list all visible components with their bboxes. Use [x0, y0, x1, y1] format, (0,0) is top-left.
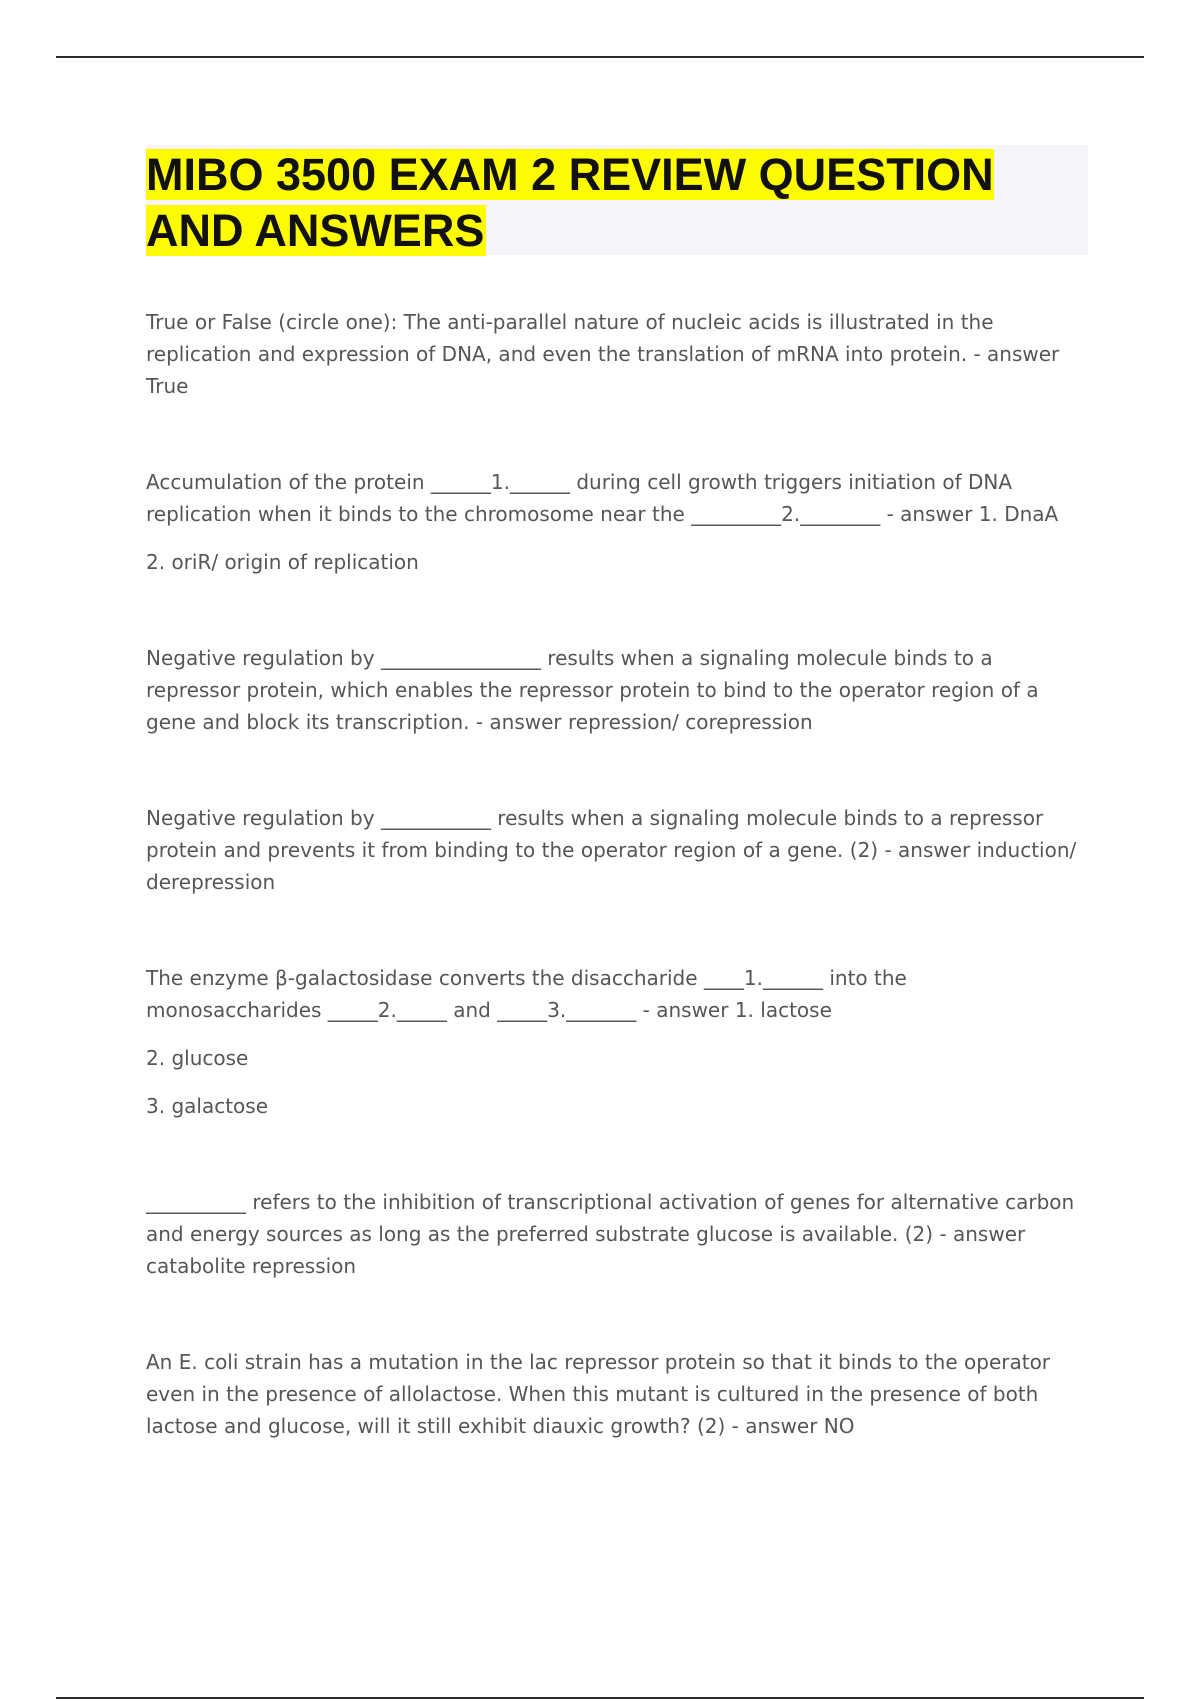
qa-item	[146, 1186, 1088, 1282]
qa-text: __________ refers to the inhibition of transcriptional activation of genes for alternative carbon and energy sources as long as the preferred substrate glucose is available. (2) - answer catabolite repression	[146, 1190, 1075, 1278]
qa-text: Accumulation of the protein ______1.______ during cell growth triggers initiation of DNA replication when it binds to the chromosome near the _________2.________ - answer 1. DnaA	[146, 470, 1059, 526]
qa-text: The enzyme β-galactosidase converts the disaccharide ____1.______ into the monosaccharides _____2._____ and _____3._______ - answer 1. lactose	[146, 966, 907, 1022]
footer-rule	[56, 1697, 1144, 1699]
qa-item	[146, 306, 1088, 402]
header-rule	[56, 56, 1144, 58]
qa-item	[146, 1346, 1088, 1442]
qa-list	[146, 306, 1088, 1442]
qa-text: An E. coli strain has a mutation in the lac repressor protein so that it binds to the operator even in the presence of allolactose. When this mutant is cultured in the presence of both lactose and glucose, will it still exhibit diauxic growth? (2) - answer NO	[146, 1350, 1051, 1438]
qa-item	[146, 466, 1088, 578]
qa-text: Negative regulation by ___________ results when a signaling molecule binds to a repressor protein and prevents it from binding to the operator region of a gene. (2) - answer induction/ derepression	[146, 806, 1077, 894]
page-title	[146, 147, 1088, 259]
qa-text: True or False (circle one): The anti-parallel nature of nucleic acids is illustrated in the replication and expression of DNA, and even the translation of mRNA into protein. - answer True	[146, 310, 1060, 398]
qa-item	[146, 962, 1088, 1122]
qa-answer-line: 3. galactose	[146, 1094, 269, 1118]
qa-text: Negative regulation by ________________ results when a signaling molecule binds to a repressor protein, which enables the repressor protein to bind to the operator region of a gene and block its transcription. - answer repression/ corepression	[146, 646, 1039, 734]
qa-answer-line: 2. glucose	[146, 1046, 249, 1070]
qa-item	[146, 802, 1088, 898]
qa-item	[146, 642, 1088, 738]
qa-answer-line: 2. oriR/ origin of replication	[146, 550, 419, 574]
title-highlight: MIBO 3500 EXAM 2 REVIEW QUESTION AND ANSWERS	[146, 149, 994, 256]
